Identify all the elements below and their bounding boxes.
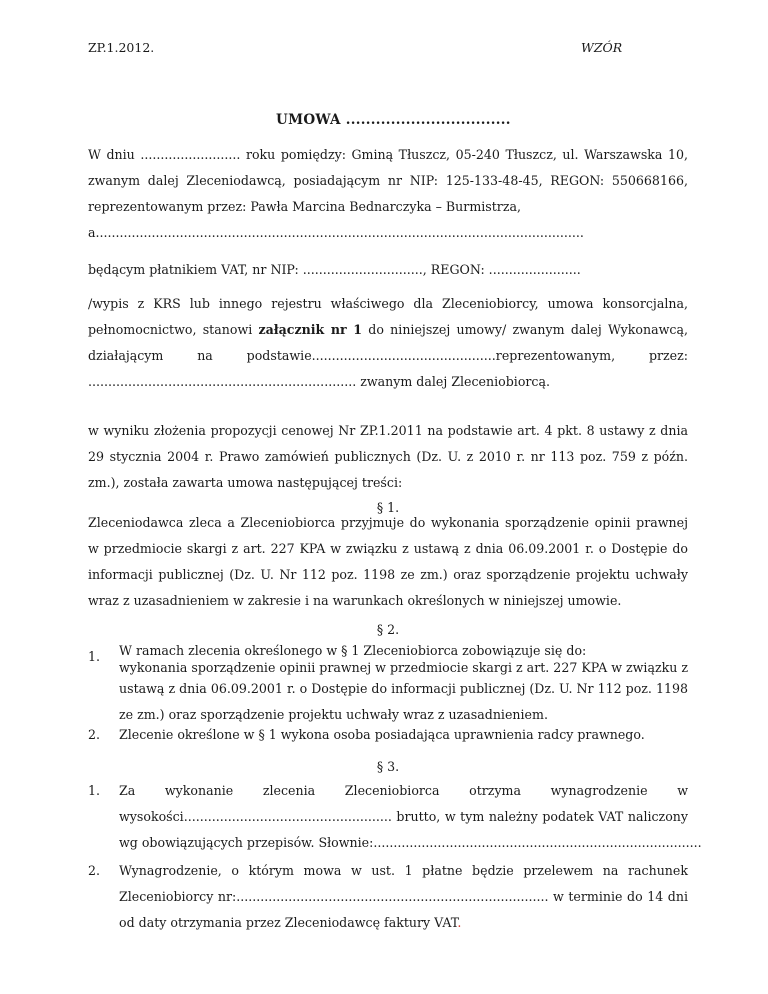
krs-line-2 xyxy=(88,317,688,343)
s1-line-2: w przedmiocie skargi z art. 227 KPA w związku z ustawą z dnia 06.09.2001 r. o Dostępie do xyxy=(88,541,688,556)
s1-line-1: Zleceniodawca zleca a Zleceniobiorca przyjmuje do wykonania sporządzenie opinii prawnej xyxy=(88,515,688,530)
s3-item-1 xyxy=(119,778,702,856)
krs-line-2-post: do niniejszej umowy/ zwanym dalej Wykonawcą, xyxy=(362,322,688,337)
krs-line-4: ................................................................... zwanym dalej Zleceniobiorcą. xyxy=(88,374,550,389)
krs-paragraph xyxy=(88,291,688,395)
s1-line-3: informacji publicznej (Dz. U. Nr 112 poz. 1198 ze zm.) oraz sporządzenie projektu uchwały xyxy=(88,567,688,582)
s3-item-2-line-3 xyxy=(119,910,688,936)
template-label: WZÓR xyxy=(581,40,623,55)
intro-line-3: reprezentowanym przez: Pawła Marcina Bednarczyka – Burmistrza, xyxy=(88,199,521,214)
s3-item-2-line-2: Zleceniobiorcy nr:.............................................................................. w terminie do 14 dni xyxy=(119,889,688,904)
intro-line-4: a.......................................................................................................................... xyxy=(88,225,584,240)
intro-line-1: W dniu ......................... roku pomiędzy: Gminą Tłuszcz, 05-240 Tłuszcz, ul. Warszawska 10, xyxy=(88,147,688,162)
section-1-body xyxy=(88,510,688,614)
s2-item-1-line-4: ze zm.) oraz sporządzenie projektu uchwały wraz z uzasadnieniem. xyxy=(119,707,548,722)
s2-item-1-line-3: ustawą z dnia 06.09.2001 r. o Dostępie do informacji publicznej (Dz. U. Nr 112 poz. 1198 xyxy=(119,681,688,696)
s1-line-4: wraz z uzasadnieniem w zakresie i na warunkach określonych w niniejszej umowie. xyxy=(88,593,622,608)
s2-item-1-intro xyxy=(119,642,688,676)
s3-item-1-line-3: wg obowiązujących przepisów. Słownie:.................................................................................. xyxy=(119,835,702,850)
result-paragraph xyxy=(88,418,688,496)
result-line-3: zm.), została zawarta umowa następującej treści: xyxy=(88,475,403,490)
s2-item-2-text: Zlecenie określone w § 1 wykona osoba posiadająca uprawnienia radcy prawnego. xyxy=(119,727,645,742)
s2-item-1-line-2: wykonania sporządzenie opinii prawnej w przedmiocie skargi z art. 227 KPA w związku z xyxy=(119,660,688,675)
contract-title: UMOWA ................................. xyxy=(276,112,511,128)
intro-line-2: zwanym dalej Zleceniodawcą, posiadającym nr NIP: 125-133-48-45, REGON: 550668166, xyxy=(88,173,688,188)
s2-item-1-body xyxy=(119,676,688,728)
result-line-1: w wyniku złożenia propozycji cenowej Nr ZP.1.2011 na podstawie art. 4 pkt. 8 ustawy z dnia xyxy=(88,423,688,438)
s2-item-1-line-1: W ramach zlecenia określonego w § 1 Zleceniobiorca zobowiązuje się do: xyxy=(119,643,587,658)
s2-item-1-number: 1. xyxy=(88,649,101,664)
s3-item-2-line-1: Wynagrodzenie, o którym mowa w ust. 1 płatne będzie przelewem na rachunek xyxy=(119,863,688,878)
s3-item-1-line-2: wysokości.................................................... brutto, w tym należny podatek VAT naliczony xyxy=(119,809,688,824)
document-reference: ZP.1.2012. xyxy=(88,40,155,55)
section-2-heading: § 2. xyxy=(376,622,400,637)
s3-item-2-line-3-text: od daty otrzymania przez Zleceniodawcę faktury VAT xyxy=(119,915,458,930)
s3-item-2 xyxy=(119,858,688,936)
section-3-heading: § 3. xyxy=(376,759,400,774)
krs-line-3: działającym na podstawie..............................................reprezentowanym, przez: xyxy=(88,348,688,363)
vat-line xyxy=(88,257,688,283)
parties-intro xyxy=(88,142,688,246)
s3-item-2-number: 2. xyxy=(88,863,101,878)
s2-item-2-number: 2. xyxy=(88,727,101,742)
s2-item-2 xyxy=(119,722,688,748)
red-period: . xyxy=(457,915,462,930)
s3-item-1-line-1: Za wykonanie zlecenia Zleceniobiorca otrzyma wynagrodzenie w xyxy=(119,783,688,798)
result-line-2: 29 stycznia 2004 r. Prawo zamówień publicznych (Dz. U. z 2010 r. nr 113 poz. 759 z późn. xyxy=(88,449,688,464)
section-1-heading: § 1. xyxy=(376,500,400,515)
krs-line-1: /wypis z KRS lub innego rejestru właściwego dla Zleceniobiorcy, umowa konsorcjalna, xyxy=(88,296,688,311)
s3-item-1-number: 1. xyxy=(88,783,101,798)
vat-line-text: będącym płatnikiem VAT, nr NIP: .............................., REGON: ....................... xyxy=(88,262,581,277)
krs-line-2-pre: pełnomocnictwo, stanowi xyxy=(88,322,259,337)
attachment-reference: załącznik nr 1 xyxy=(258,322,363,337)
